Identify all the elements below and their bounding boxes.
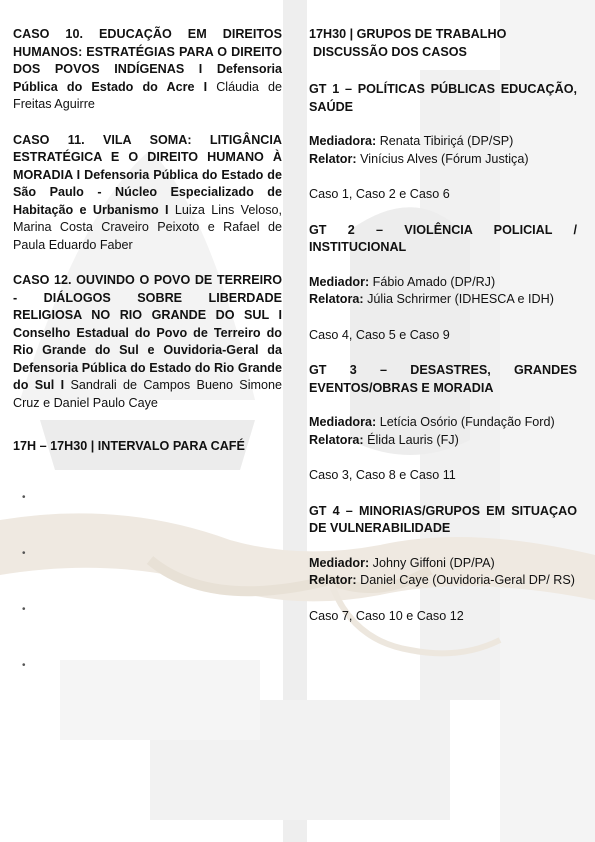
- case-11-people: Luiza Lins Veloso, Marina Costa Craveiro Peixoto e Rafael de Paula Eduardo Faber: [13, 202, 282, 252]
- gt4-mediator-value: Johny Giffoni (DP/PA): [372, 555, 495, 570]
- bullet-list: [22, 492, 26, 716]
- bullet-item: •: [22, 604, 26, 615]
- gt1-mediator-label: Mediadora:: [309, 134, 377, 148]
- gt2-mediator-value: Fábio Amado (DP/RJ): [372, 274, 496, 289]
- gt3-reporter-label: Relatora:: [309, 432, 364, 447]
- gt2-cases: Caso 4, Caso 5 e Caso 9: [309, 327, 450, 342]
- gt1-title: GT 1 – POLÍTICAS PÚBLICAS EDUCAÇÃO, SAÚDE: [309, 82, 577, 114]
- case-11-block: [13, 132, 282, 255]
- gt1-mediator-value: Renata Tibiriçá (DP/SP): [379, 134, 514, 148]
- left-column: [13, 26, 282, 456]
- gt4-reporter-value: Daniel Caye (Ouvidoria-Geral DP/ RS): [360, 573, 575, 587]
- gt2-reporter: [309, 291, 577, 309]
- case-10-org: Defensoria Pública do Estado do Acre I: [13, 62, 282, 94]
- gt1-reporter-value: Vinícius Alves (Fórum Justiça): [360, 151, 529, 166]
- case-11-title: CASO 11. VILA SOMA: LITIGÂNCIA ESTRATÉGICA E O DIREITO HUMANO À MORADIA I: [13, 132, 282, 182]
- case-12-title: CASO 12. OUVINDO O POVO DE TERREIRO - DIÁLOGOS SOBRE LIBERDADE RELIGIOSA NO RIO GRANDE DO SUL I: [13, 273, 282, 322]
- working-groups-time: 17H30 | GRUPOS DE TRABALHO: [309, 27, 507, 41]
- case-10-people: Cláudia de Freitas Aguirre: [13, 79, 282, 111]
- gt3-reporter-value: Élida Lauris (FJ): [367, 432, 459, 447]
- bullet-item: •: [22, 548, 26, 559]
- bullet-item: •: [22, 660, 26, 671]
- case-10-block: [13, 26, 282, 114]
- bullet-item: •: [22, 492, 26, 503]
- gt3-title: GT 3 – DESASTRES, GRANDES EVENTOS/OBRAS E MORADIA: [309, 363, 577, 395]
- case-11-org: Defensoria Pública do Estado de São Paulo - Núcleo Especializado de Habitação e Urbanismo I: [13, 167, 282, 217]
- gt1-reporter-label: Relator:: [309, 151, 357, 166]
- gt1-mediator: [309, 133, 577, 151]
- case-12-org: Conselho Estadual do Povo de Terreiro do Rio Grande do Sul e Ouvidoria-Geral da Defensoria Pública do Estado do Rio Grande do Sul I: [13, 325, 282, 392]
- working-groups-subtitle: DISCUSSÃO DOS CASOS: [313, 44, 467, 59]
- coffee-break-heading: 17H – 17H30 | INTERVALO PARA CAFÉ: [13, 439, 245, 453]
- gt3-mediator-label: Mediadora:: [309, 415, 377, 429]
- case-12-people: Sandrali de Campos Bueno Simone Cruz e Daniel Paulo Caye: [13, 378, 282, 410]
- gt2-mediator: [309, 274, 577, 292]
- gt4-title: GT 4 – MINORIAS/GRUPOS EM SITUAÇAO DE VULNERABILIDADE: [309, 503, 577, 535]
- gt1-cases: Caso 1, Caso 2 e Caso 6: [309, 187, 450, 201]
- gt2-mediator-label: Mediador:: [309, 274, 370, 289]
- gt2-reporter-value: Júlia Schrirmer (IDHESCA e IDH): [367, 292, 554, 306]
- gt1-reporter: [309, 151, 577, 169]
- gt3-reporter: [309, 432, 577, 450]
- gt2-reporter-label: Relatora:: [309, 292, 364, 306]
- gt2-title: GT 2 – VIOLÊNCIA POLICIAL / INSTITUCIONAL: [309, 222, 577, 254]
- right-column: [309, 26, 577, 625]
- gt4-mediator: [309, 555, 577, 573]
- gt4-reporter: [309, 572, 577, 590]
- case-10-title: CASO 10. EDUCAÇÃO EM DIREITOS HUMANOS: ESTRATÉGIAS PARA O DIREITO DOS POVOS INDÍGENAS I: [13, 27, 282, 76]
- gt3-mediator: [309, 414, 577, 432]
- case-12-block: [13, 272, 282, 412]
- gt3-cases: Caso 3, Caso 8 e Caso 11: [309, 468, 456, 482]
- gt4-reporter-label: Relator:: [309, 573, 357, 587]
- gt3-mediator-value: Letícia Osório (Fundação Ford): [379, 415, 555, 429]
- gt4-mediator-label: Mediador:: [309, 555, 370, 570]
- gt4-cases: Caso 7, Caso 10 e Caso 12: [309, 608, 464, 623]
- working-groups-header: [309, 26, 577, 61]
